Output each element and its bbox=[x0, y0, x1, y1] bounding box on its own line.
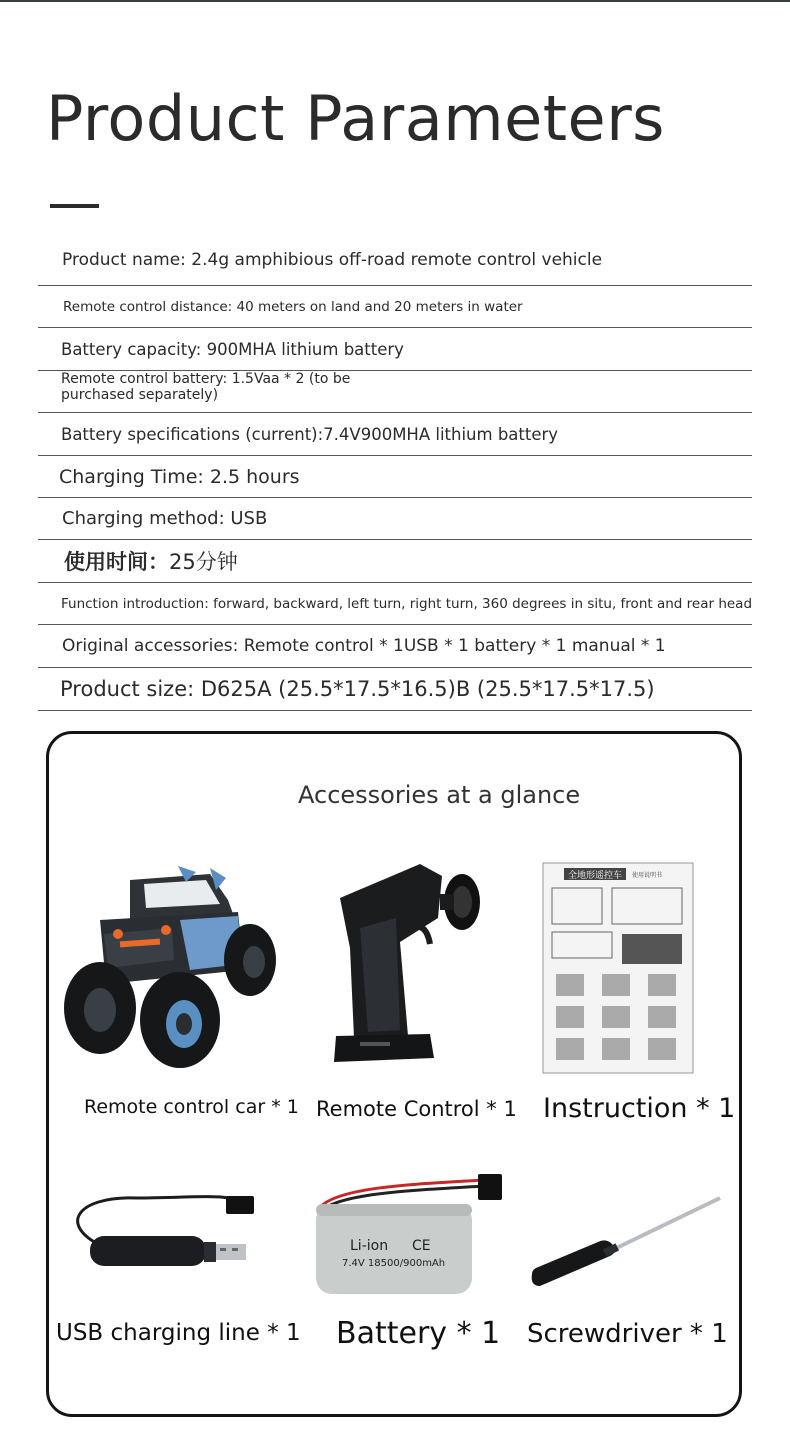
param-charging-method: Charging method: USB bbox=[62, 508, 268, 529]
param-row-battery-spec bbox=[38, 413, 752, 456]
param-battery-capacity: Battery capacity: 900MHA lithium battery bbox=[61, 339, 404, 359]
param-row-product-name bbox=[38, 235, 752, 286]
param-remote-battery-line1: Remote control battery: 1.5Vaa * 2 (to be bbox=[61, 371, 351, 387]
accessories-heading: Accessories at a glance bbox=[298, 781, 581, 809]
instruction-manual-icon bbox=[542, 862, 694, 1074]
label-screwdriver: Screwdriver * 1 bbox=[527, 1319, 728, 1349]
top-rule bbox=[0, 0, 790, 2]
param-product-name: Product name: 2.4g amphibious off-road remote control vehicle bbox=[62, 250, 603, 270]
manual-title: 全地形遥控车 bbox=[567, 871, 623, 881]
param-row-usage-time bbox=[38, 540, 752, 583]
param-row-remote-battery bbox=[38, 371, 752, 413]
param-accessories: Original accessories: Remote control * 1USB * 1 battery * 1 manual * 1 bbox=[62, 636, 666, 656]
rc-car-icon bbox=[60, 860, 280, 1070]
param-row-charging-method bbox=[38, 498, 752, 540]
battery-pack-icon bbox=[312, 1172, 508, 1296]
param-battery-spec: Battery specifications (current):7.4V900MHA lithium battery bbox=[61, 424, 559, 444]
label-battery: Battery * 1 bbox=[336, 1316, 501, 1351]
param-usage-time-label: 使用时间： bbox=[64, 550, 169, 574]
label-instruction: Instruction * 1 bbox=[543, 1093, 736, 1124]
param-product-size: Product size: D625A (25.5*17.5*16.5)B (25.5*17.5*17.5) bbox=[60, 677, 655, 701]
param-remote-distance: Remote control distance: 40 meters on land and 20 meters in water bbox=[63, 298, 523, 315]
param-row-charging-time bbox=[38, 456, 752, 498]
param-row-product-size bbox=[38, 668, 752, 711]
param-row-remote-distance bbox=[38, 286, 752, 328]
accessories-box bbox=[46, 731, 742, 1417]
param-row-function bbox=[38, 583, 752, 625]
battery-mark: CE bbox=[412, 1238, 431, 1254]
label-remote-control: Remote Control * 1 bbox=[316, 1097, 517, 1121]
remote-controller-icon bbox=[330, 858, 490, 1068]
param-row-battery-capacity bbox=[38, 328, 752, 371]
page-title: Product Parameters bbox=[46, 82, 665, 155]
param-charging-time: Charging Time: 2.5 hours bbox=[59, 465, 300, 488]
usb-cable-icon bbox=[66, 1186, 260, 1278]
battery-brand: Li-ion bbox=[350, 1238, 389, 1254]
param-remote-battery-line2: purchased separately) bbox=[61, 387, 219, 403]
param-usage-time-value: 25分钟 bbox=[169, 550, 238, 574]
param-row-accessories bbox=[38, 625, 752, 668]
title-dash bbox=[50, 204, 99, 208]
battery-spec: 7.4V 18500/900mAh bbox=[342, 1258, 446, 1269]
manual-subtitle: 使用说明书 bbox=[632, 872, 663, 879]
param-function: Function introduction: forward, backward, left turn, right turn, 360 degrees in situ, front and rear head bbox=[61, 595, 753, 612]
label-usb-charging-line: USB charging line * 1 bbox=[56, 1320, 301, 1346]
label-remote-control-car: Remote control car * 1 bbox=[84, 1096, 299, 1118]
screwdriver-icon bbox=[526, 1190, 726, 1294]
